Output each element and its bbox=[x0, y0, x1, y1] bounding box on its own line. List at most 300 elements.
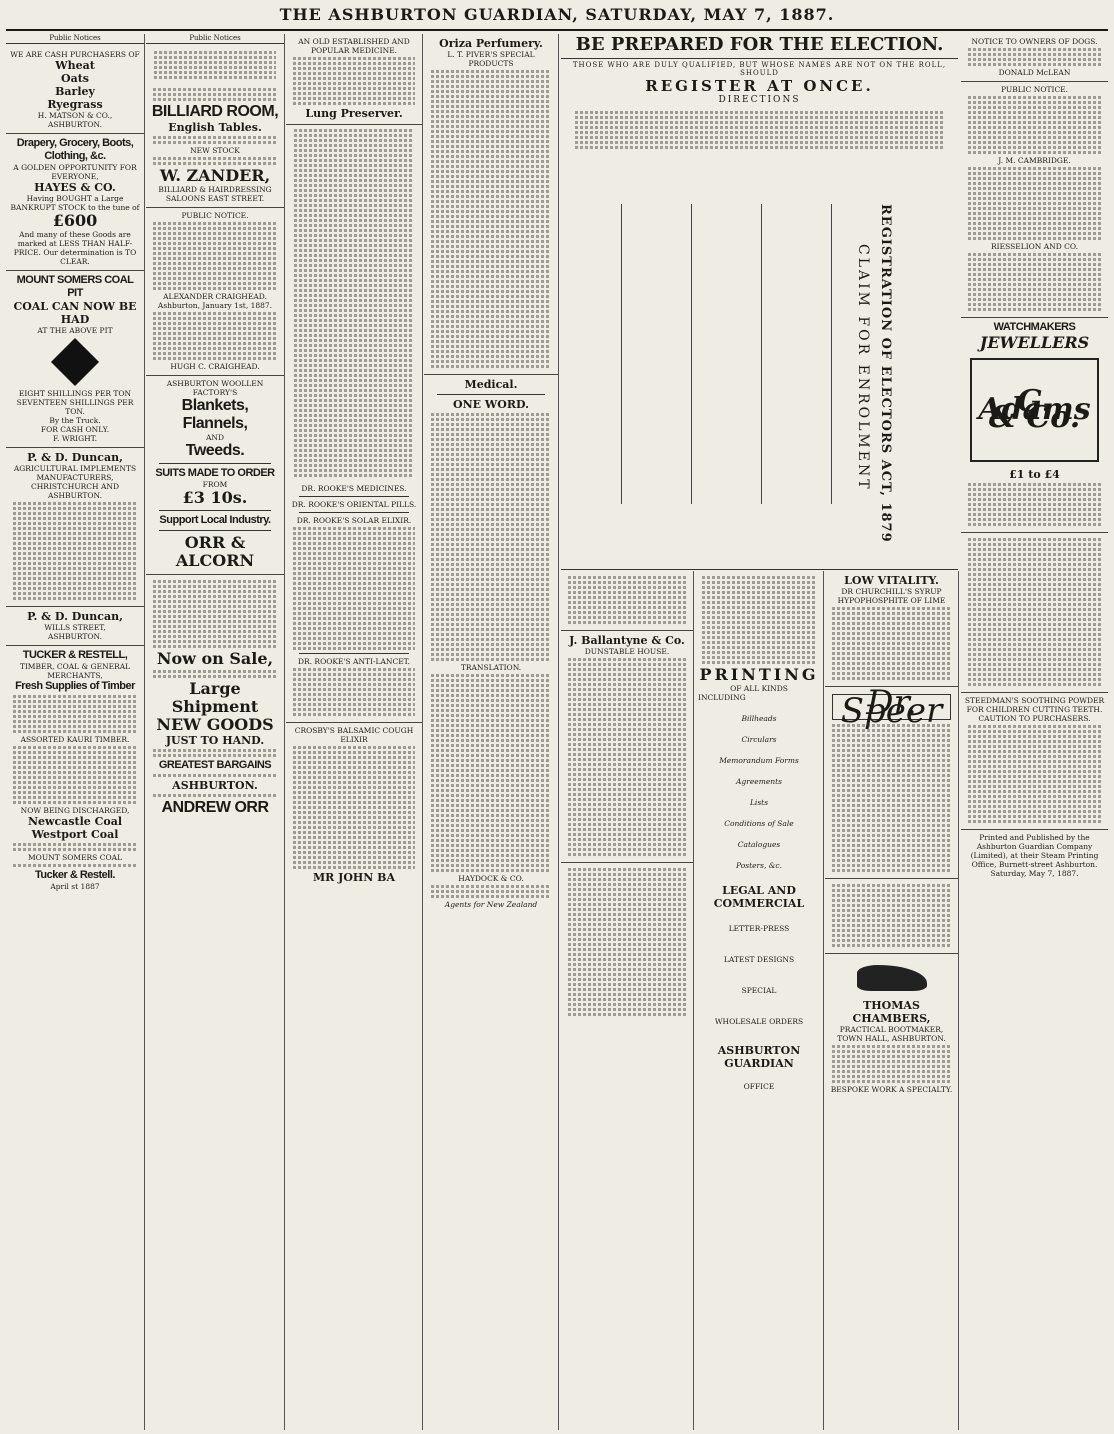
tucker-kauri: ASSORTED KAURI TIMBER. bbox=[20, 735, 130, 744]
dogs-title: NOTICE TO OWNERS OF DOGS. bbox=[971, 37, 1098, 46]
rooke-heading: DR. ROOKE'S ANTI-LANCET. bbox=[298, 657, 410, 666]
text-line bbox=[568, 673, 686, 676]
text-line bbox=[294, 374, 414, 377]
speer-ad bbox=[825, 683, 958, 879]
drapery-line: Drapery, Grocery, Boots, bbox=[16, 137, 134, 149]
text-line bbox=[294, 344, 414, 347]
text-line bbox=[431, 175, 551, 178]
text-line bbox=[968, 503, 1101, 506]
text-line bbox=[293, 532, 415, 535]
text-line bbox=[13, 577, 137, 580]
text-line bbox=[13, 562, 137, 565]
grain-firm: H. MATSON & CO., bbox=[37, 111, 113, 120]
craighead-name2: HUGH C. CRAIGHEAD. bbox=[170, 362, 260, 371]
text-line bbox=[832, 919, 951, 922]
text-line bbox=[575, 116, 944, 119]
text-line bbox=[431, 423, 551, 426]
text-line bbox=[294, 424, 414, 427]
text-line bbox=[153, 141, 277, 144]
text-line bbox=[575, 126, 944, 129]
enrolment-form bbox=[601, 204, 921, 564]
tucker-sub: TIMBER, COAL & GENERAL MERCHANTS, bbox=[19, 662, 131, 680]
text-line bbox=[13, 547, 137, 550]
text-line bbox=[431, 528, 551, 531]
text-line bbox=[294, 324, 414, 327]
newspaper-page bbox=[6, 4, 1108, 1430]
woollen-from: FROM bbox=[202, 480, 228, 489]
sale-firm: ANDREW ORR bbox=[161, 799, 269, 816]
text-line bbox=[568, 978, 686, 981]
text-line bbox=[832, 642, 951, 645]
text-line bbox=[153, 222, 277, 225]
election-directions: DIRECTIONS bbox=[718, 95, 801, 105]
text-line bbox=[575, 111, 944, 114]
text-line bbox=[968, 298, 1101, 301]
text-line bbox=[294, 404, 414, 407]
text-line bbox=[832, 809, 951, 812]
text-line bbox=[294, 384, 414, 387]
text-line bbox=[294, 144, 414, 147]
text-line bbox=[968, 628, 1101, 631]
text-line bbox=[968, 780, 1101, 783]
printing-ad bbox=[695, 571, 823, 1095]
text-line bbox=[568, 1008, 686, 1011]
text-line bbox=[294, 264, 414, 267]
text-line bbox=[294, 229, 414, 232]
text-line bbox=[13, 592, 137, 595]
agents: Agents for New Zealand bbox=[444, 900, 538, 909]
text-line bbox=[153, 317, 277, 320]
text-line bbox=[431, 764, 551, 767]
column-printing bbox=[695, 571, 824, 1430]
printing-office: OFFICE bbox=[743, 1082, 775, 1091]
text-line bbox=[153, 774, 277, 777]
text-line bbox=[431, 729, 551, 732]
divider bbox=[159, 530, 271, 531]
text-line bbox=[13, 582, 137, 585]
text-line bbox=[431, 130, 551, 133]
text-line bbox=[431, 794, 551, 797]
text-line bbox=[568, 833, 686, 836]
text-line bbox=[431, 895, 551, 898]
text-line bbox=[968, 583, 1101, 586]
text-line bbox=[293, 698, 415, 701]
text-line bbox=[968, 258, 1101, 261]
text-line bbox=[832, 829, 951, 832]
text-line bbox=[431, 453, 551, 456]
craighead-name: ALEXANDER CRAIGHEAD. bbox=[163, 292, 267, 301]
text-line bbox=[153, 640, 277, 643]
text-line bbox=[294, 194, 414, 197]
text-line bbox=[702, 596, 816, 599]
text-line bbox=[568, 993, 686, 996]
text-line bbox=[968, 253, 1101, 256]
woollen-line: Tweeds. bbox=[185, 442, 245, 459]
printing-item: Catalogues bbox=[737, 840, 781, 849]
drapery-note: Having BOUGHT a Large BANKRUPT STOCK to the tune of bbox=[10, 194, 140, 212]
text-line bbox=[832, 677, 951, 680]
text-line bbox=[431, 543, 551, 546]
crosby-ad bbox=[286, 723, 422, 888]
text-line bbox=[968, 182, 1101, 185]
text-line bbox=[294, 394, 414, 397]
text-line bbox=[293, 826, 415, 829]
text-line bbox=[294, 134, 414, 137]
text-line bbox=[968, 608, 1101, 611]
text-line bbox=[293, 851, 415, 854]
text-line bbox=[968, 725, 1101, 728]
text-line bbox=[431, 115, 551, 118]
text-line bbox=[832, 839, 951, 842]
text-line bbox=[294, 419, 414, 422]
text-line bbox=[832, 934, 951, 937]
text-line bbox=[968, 172, 1101, 175]
text-line bbox=[13, 848, 137, 851]
text-line bbox=[832, 944, 951, 947]
text-line bbox=[702, 591, 816, 594]
clark-pills-ad bbox=[961, 533, 1108, 693]
text-line bbox=[431, 573, 551, 576]
text-line bbox=[568, 713, 686, 716]
text-line bbox=[702, 611, 816, 614]
text-line bbox=[832, 764, 951, 767]
text-line bbox=[431, 190, 551, 193]
text-line bbox=[431, 829, 551, 832]
duncan-sub: AGRICULTURAL IMPLEMENTS MANUFACTURERS, bbox=[13, 464, 137, 482]
text-line bbox=[431, 210, 551, 213]
text-line bbox=[294, 224, 414, 227]
boot-icon bbox=[857, 965, 927, 991]
text-line bbox=[431, 854, 551, 857]
text-line bbox=[293, 102, 415, 105]
text-line bbox=[968, 638, 1101, 641]
text-line bbox=[294, 469, 414, 472]
text-line bbox=[568, 611, 686, 614]
text-line bbox=[293, 771, 415, 774]
text-line bbox=[293, 577, 415, 580]
woollen-firm: ORR & ALCORN bbox=[175, 533, 255, 570]
text-line bbox=[294, 204, 414, 207]
text-line bbox=[13, 512, 137, 515]
text-line bbox=[568, 868, 686, 871]
text-line bbox=[832, 759, 951, 762]
text-line bbox=[968, 663, 1101, 666]
text-line bbox=[294, 179, 414, 182]
text-line bbox=[294, 129, 414, 132]
text-line bbox=[431, 784, 551, 787]
text-line bbox=[431, 593, 551, 596]
text-line bbox=[968, 598, 1101, 601]
text-line bbox=[13, 725, 137, 728]
text-line bbox=[431, 774, 551, 777]
text-line bbox=[153, 580, 277, 583]
text-line bbox=[293, 751, 415, 754]
text-line bbox=[431, 255, 551, 258]
text-line bbox=[431, 295, 551, 298]
text-line bbox=[293, 836, 415, 839]
text-line bbox=[13, 771, 137, 774]
text-line bbox=[153, 590, 277, 593]
text-line bbox=[431, 310, 551, 313]
text-line bbox=[568, 591, 686, 594]
coal-name: F. WRIGHT. bbox=[53, 434, 97, 443]
text-line bbox=[154, 56, 276, 59]
text-line bbox=[13, 864, 137, 867]
text-line bbox=[293, 801, 415, 804]
text-line bbox=[153, 232, 277, 235]
text-line bbox=[832, 632, 951, 635]
text-line bbox=[968, 96, 1101, 99]
text-line bbox=[293, 57, 415, 60]
text-line bbox=[294, 409, 414, 412]
text-line bbox=[294, 399, 414, 402]
text-line bbox=[968, 58, 1101, 61]
translation: TRANSLATION. bbox=[460, 663, 522, 672]
text-line bbox=[153, 247, 277, 250]
text-line bbox=[575, 121, 944, 124]
text-line bbox=[13, 776, 137, 779]
text-line bbox=[968, 237, 1101, 240]
ballantyne-ad bbox=[561, 631, 693, 863]
text-line bbox=[13, 700, 137, 703]
text-line bbox=[293, 861, 415, 864]
election-title: BE PREPARED FOR THE ELECTION. bbox=[575, 34, 944, 55]
medical-title: Medical. bbox=[464, 378, 518, 391]
text-line bbox=[154, 76, 276, 79]
text-line bbox=[293, 597, 415, 600]
text-line bbox=[431, 839, 551, 842]
text-line bbox=[431, 365, 551, 368]
text-line bbox=[153, 749, 277, 752]
election-notice-text: THOSE WHO ARE DULY QUALIFIED, BUT WHOSE NAMES ARE NOT ON THE ROLL, SHOULD bbox=[572, 61, 947, 77]
text-line bbox=[968, 187, 1101, 190]
text-line bbox=[153, 88, 277, 91]
coal-title: MOUNT SOMERS COAL PIT bbox=[16, 274, 134, 299]
text-line bbox=[968, 810, 1101, 813]
text-line bbox=[293, 592, 415, 595]
text-line bbox=[153, 670, 277, 673]
text-line bbox=[968, 563, 1101, 566]
text-line bbox=[832, 652, 951, 655]
text-line bbox=[431, 110, 551, 113]
text-line bbox=[568, 923, 686, 926]
text-line bbox=[431, 90, 551, 93]
text-line bbox=[293, 527, 415, 530]
text-line bbox=[968, 207, 1101, 210]
text-line bbox=[568, 878, 686, 881]
text-line bbox=[968, 53, 1101, 56]
text-line bbox=[568, 698, 686, 701]
text-line bbox=[431, 608, 551, 611]
masthead bbox=[6, 4, 1108, 31]
text-line bbox=[153, 595, 277, 598]
text-line bbox=[294, 369, 414, 372]
steedman-for: FOR CHILDREN CUTTING TEETH. bbox=[966, 705, 1103, 714]
text-line bbox=[968, 593, 1101, 596]
grain-ad bbox=[6, 47, 144, 134]
chambers-bespoke: BESPOKE WORK A SPECIALTY. bbox=[830, 1085, 953, 1094]
text-line bbox=[431, 538, 551, 541]
text-line bbox=[294, 239, 414, 242]
text-line bbox=[832, 754, 951, 757]
text-line bbox=[13, 597, 137, 600]
printing-item: Memorandum Forms bbox=[719, 756, 799, 765]
estate-ad bbox=[561, 863, 693, 1022]
text-line bbox=[968, 197, 1101, 200]
col3-footer: MR JOHN BA bbox=[312, 871, 396, 884]
steedman-ad bbox=[961, 693, 1108, 830]
text-line bbox=[153, 675, 277, 678]
text-line bbox=[968, 227, 1101, 230]
text-line bbox=[832, 607, 951, 610]
text-line bbox=[13, 695, 137, 698]
text-line bbox=[431, 563, 551, 566]
text-line bbox=[153, 630, 277, 633]
text-line bbox=[568, 973, 686, 976]
text-line bbox=[832, 904, 951, 907]
text-line bbox=[968, 106, 1101, 109]
medicine-title: AN OLD ESTABLISHED AND POPULAR MEDICINE. bbox=[298, 37, 410, 55]
text-line bbox=[431, 145, 551, 148]
text-line bbox=[431, 869, 551, 872]
text-line bbox=[431, 140, 551, 143]
text-line bbox=[153, 327, 277, 330]
text-line bbox=[575, 141, 944, 144]
watch-line2: JEWELLERS bbox=[979, 333, 1090, 352]
text-line bbox=[968, 678, 1101, 681]
text-line bbox=[431, 458, 551, 461]
text-line bbox=[431, 789, 551, 792]
text-line bbox=[968, 553, 1101, 556]
text-line bbox=[294, 354, 414, 357]
text-line bbox=[968, 263, 1101, 266]
text-line bbox=[568, 596, 686, 599]
text-line bbox=[293, 537, 415, 540]
text-line bbox=[431, 523, 551, 526]
oriza-sub: L. T. PIVER'S SPECIAL PRODUCTS bbox=[447, 50, 535, 68]
grain-item: Ryegrass bbox=[47, 98, 103, 111]
text-line bbox=[832, 1070, 951, 1073]
text-line bbox=[568, 893, 686, 896]
text-line bbox=[568, 988, 686, 991]
text-line bbox=[568, 883, 686, 886]
text-line bbox=[568, 898, 686, 901]
rooke-heading: DR. ROOKE'S MEDICINES. bbox=[301, 484, 407, 493]
text-line bbox=[431, 245, 551, 248]
text-line bbox=[293, 622, 415, 625]
printing-item: Circulars bbox=[741, 735, 777, 744]
text-line bbox=[968, 735, 1101, 738]
text-line bbox=[568, 586, 686, 589]
text-line bbox=[13, 751, 137, 754]
text-line bbox=[575, 146, 944, 149]
text-line bbox=[968, 126, 1101, 129]
text-line bbox=[968, 273, 1101, 276]
printing-guardian: ASHBURTON GUARDIAN bbox=[717, 1044, 801, 1070]
oriza-ad bbox=[424, 34, 558, 375]
text-line bbox=[153, 337, 277, 340]
text-line bbox=[431, 230, 551, 233]
text-line bbox=[13, 796, 137, 799]
text-line bbox=[294, 309, 414, 312]
text-line bbox=[13, 517, 137, 520]
text-line bbox=[702, 621, 816, 624]
divider bbox=[437, 394, 545, 395]
text-line bbox=[431, 859, 551, 862]
billiard-sub: English Tables. bbox=[168, 121, 262, 134]
text-line bbox=[832, 824, 951, 827]
woollen-suits: SUITS MADE TO ORDER bbox=[155, 467, 275, 479]
text-line bbox=[294, 304, 414, 307]
text-line bbox=[832, 739, 951, 742]
text-line bbox=[568, 968, 686, 971]
text-line bbox=[832, 1055, 951, 1058]
blood-ad bbox=[825, 879, 958, 954]
text-line bbox=[702, 656, 816, 659]
text-line bbox=[568, 773, 686, 776]
text-line bbox=[968, 192, 1101, 195]
text-line bbox=[431, 120, 551, 123]
text-line bbox=[968, 775, 1101, 778]
drapery-firm: HAYES & CO. bbox=[34, 181, 116, 194]
text-line bbox=[568, 828, 686, 831]
text-line bbox=[968, 303, 1101, 306]
text-line bbox=[431, 779, 551, 782]
text-line bbox=[13, 720, 137, 723]
text-line bbox=[968, 643, 1101, 646]
text-line bbox=[153, 635, 277, 638]
text-line bbox=[575, 131, 944, 134]
text-line bbox=[153, 332, 277, 335]
text-line bbox=[968, 538, 1101, 541]
text-line bbox=[293, 791, 415, 794]
text-line bbox=[431, 320, 551, 323]
text-line bbox=[568, 1003, 686, 1006]
text-line bbox=[431, 553, 551, 556]
text-line bbox=[431, 583, 551, 586]
text-line bbox=[832, 929, 951, 932]
text-line bbox=[13, 542, 137, 545]
text-line bbox=[293, 673, 415, 676]
text-line bbox=[431, 628, 551, 631]
text-line bbox=[293, 547, 415, 550]
column-mid-c bbox=[825, 571, 959, 1430]
text-line bbox=[832, 779, 951, 782]
woollen-factory: ASHBURTON WOOLLEN FACTORY'S bbox=[166, 379, 264, 397]
text-line bbox=[968, 820, 1101, 823]
text-line bbox=[568, 708, 686, 711]
text-line bbox=[431, 658, 551, 661]
text-line bbox=[832, 799, 951, 802]
printing-item: Lists bbox=[749, 798, 769, 807]
text-line bbox=[431, 533, 551, 536]
printing-legal: LEGAL AND COMMERCIAL bbox=[713, 884, 805, 910]
text-line bbox=[431, 724, 551, 727]
text-line bbox=[431, 834, 551, 837]
text-line bbox=[294, 429, 414, 432]
tucker-discharge: NOW BEING DISCHARGED, bbox=[20, 806, 130, 815]
text-line bbox=[568, 703, 686, 706]
text-line bbox=[832, 894, 951, 897]
divider bbox=[159, 510, 271, 511]
text-line bbox=[968, 283, 1101, 286]
coal-cash: FOR CASH ONLY. bbox=[40, 425, 110, 434]
text-line bbox=[431, 804, 551, 807]
text-line bbox=[153, 267, 277, 270]
text-line bbox=[568, 853, 686, 856]
text-line bbox=[294, 139, 414, 142]
text-line bbox=[568, 663, 686, 666]
